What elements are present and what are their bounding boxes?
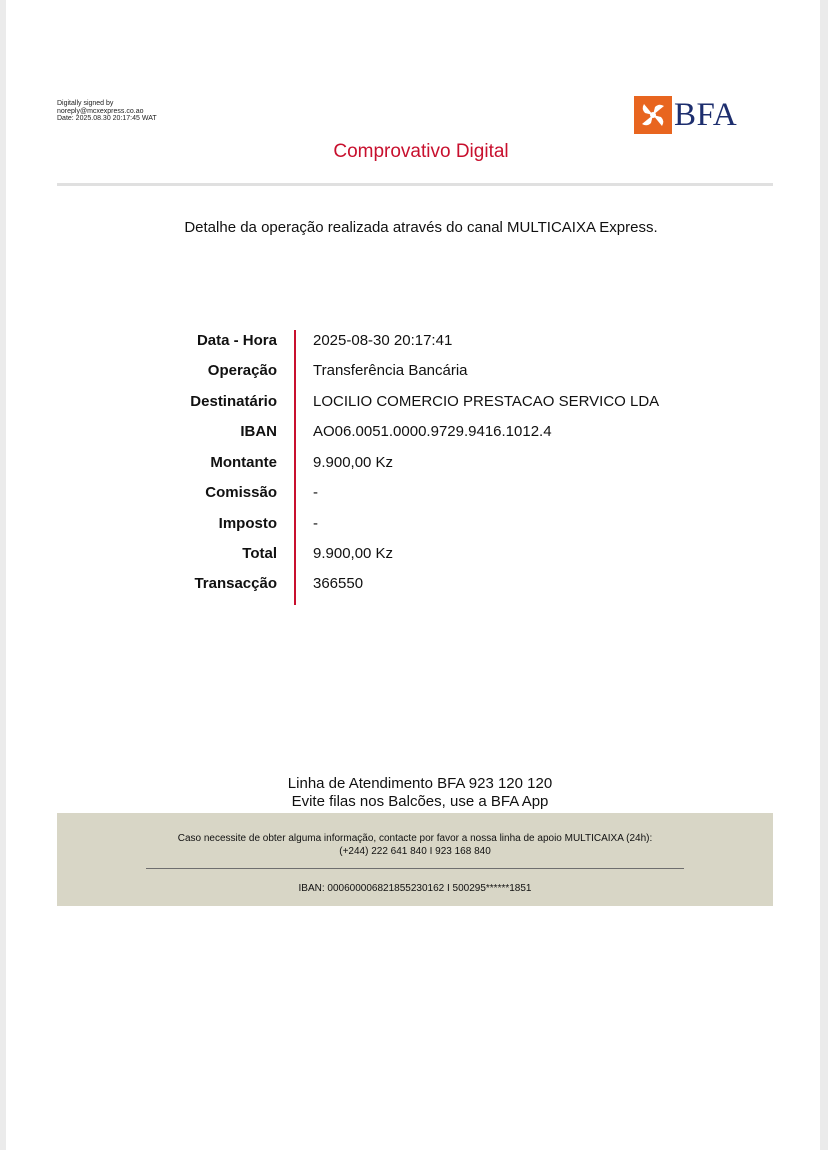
detail-label: Destinatário — [190, 392, 277, 410]
detail-row-operation — [126, 355, 468, 385]
detail-value: LOCILIO COMERCIO PRESTACAO SERVICO LDA — [313, 392, 660, 410]
footer-iban: IBAN: 00060000682185523016​2 I 500295******1851 — [298, 883, 532, 894]
support-line: Linha de Atendimento BFA 923 120 120 — [287, 775, 553, 792]
detail-value: AO06.0051.0000.9729.9416.1012.4 — [313, 422, 552, 440]
detail-row-commission — [126, 477, 318, 507]
detail-label: Operação — [207, 361, 277, 379]
page-title: Comprovativo Digital — [333, 141, 509, 162]
receipt-page — [6, 0, 820, 1150]
signature-line-3: Date: 2025.08.30 20:17:45 WAT — [57, 115, 157, 122]
detail-value: - — [313, 514, 318, 532]
detail-label: Total — [242, 544, 277, 562]
operation-subtitle: Detalhe da operação realizada através do canal MULTICAIXA Express. — [184, 219, 658, 236]
footer-info-line-1: Caso necessite de obter alguma informação, contacte por favor a nossa linha de apoio MULTICAIXA (24h): — [177, 833, 653, 844]
detail-row-iban — [126, 416, 552, 446]
detail-label: Montante — [210, 453, 277, 471]
bfa-flower-logo-icon — [634, 96, 672, 134]
detail-row-tax — [126, 508, 318, 538]
detail-row-recipient — [126, 386, 659, 416]
signature-line-1: Digitally signed by — [57, 100, 114, 107]
footer-box — [57, 813, 773, 906]
detail-label: IBAN — [240, 422, 277, 440]
detail-value: 9.900,00 Kz — [313, 544, 394, 562]
detail-value: - — [313, 483, 318, 501]
contact-info — [6, 775, 828, 811]
footer-divider — [146, 868, 684, 869]
detail-row-transaction — [126, 568, 363, 598]
detail-label: Data - Hora — [196, 331, 277, 349]
detail-row-amount — [126, 447, 393, 477]
digital-signature — [57, 100, 157, 123]
detail-label: Imposto — [218, 514, 277, 532]
brand-name: BFA — [674, 97, 738, 133]
signature-line-2: noreply@mcxexpress.co.ao — [57, 107, 144, 115]
detail-value: Transferência Bancária — [313, 361, 468, 379]
footer-info — [57, 832, 773, 858]
app-promo: Evite filas nos Balcões, use a BFA App — [291, 793, 549, 810]
detail-row-datetime — [126, 325, 452, 355]
detail-label: Transacção — [194, 574, 277, 592]
detail-value: 366550 — [313, 574, 364, 592]
detail-value: 2025-08-30 20:17:41 — [313, 331, 453, 349]
header-divider — [57, 183, 773, 186]
footer-info-line-2: (+244) 222 641 840 I 923 168 840 — [339, 846, 491, 857]
bfa-logo — [634, 96, 737, 134]
detail-value: 9.900,00 Kz — [313, 453, 394, 471]
detail-row-total — [126, 538, 393, 568]
detail-label: Comissão — [205, 483, 277, 501]
